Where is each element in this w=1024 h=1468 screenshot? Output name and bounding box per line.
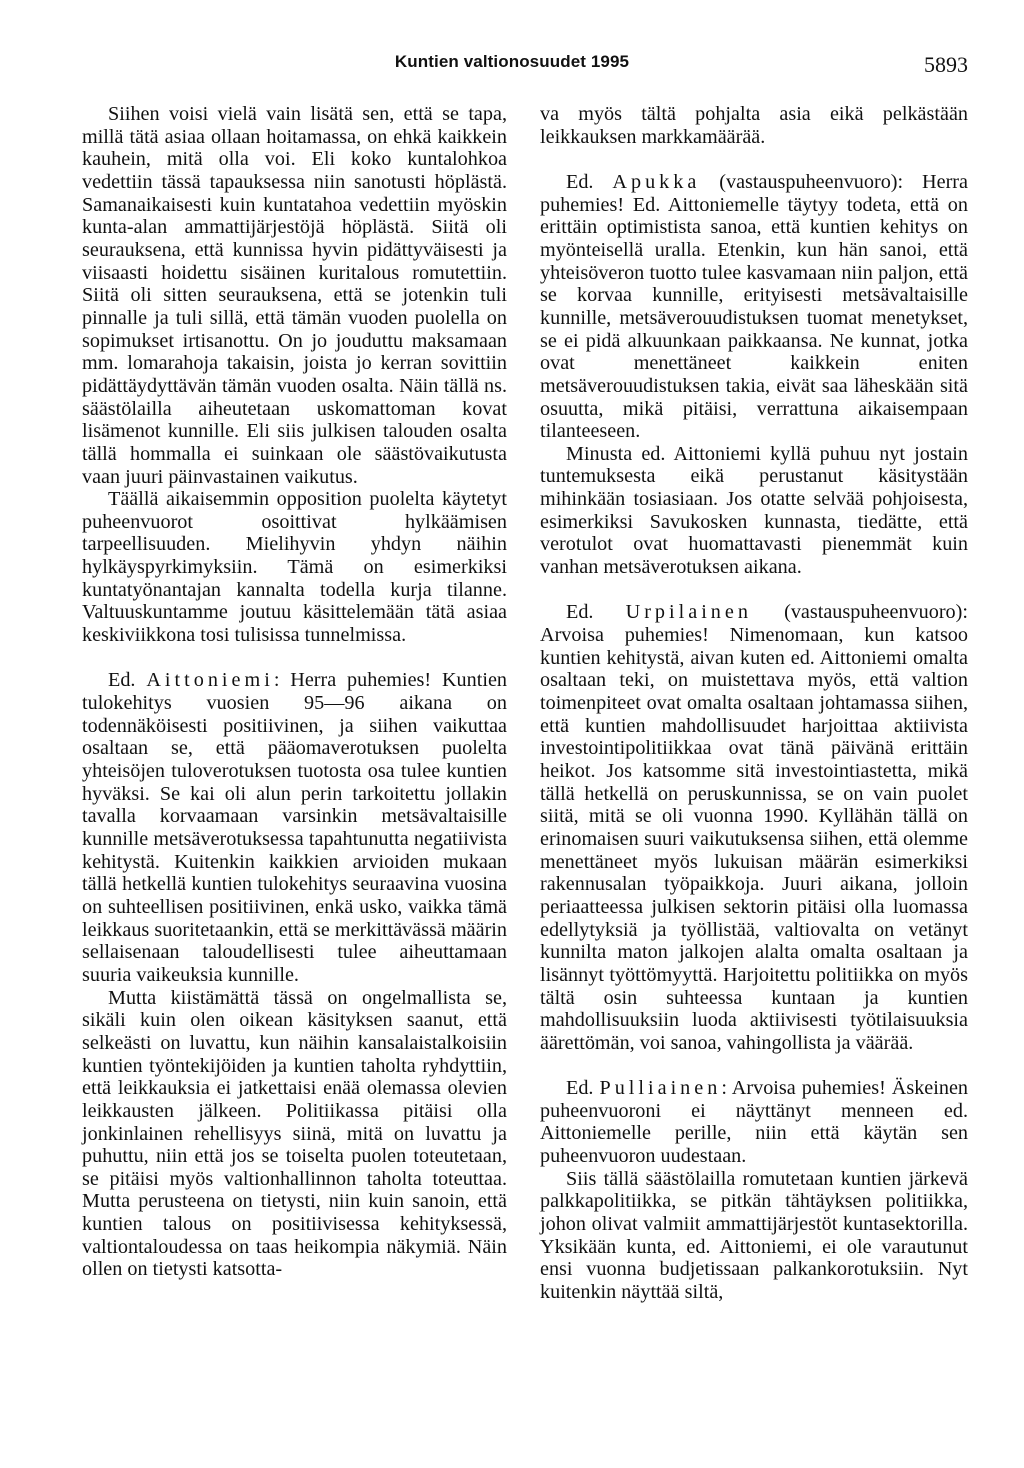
left-column — [82, 103, 507, 1281]
paragraph: Täällä aikaisemmin opposition puolelta käytetyt puheenvuorot osoittivat hylkäämisen tarpeellisuuden. Mielihyvin yhdyn näihin hylkäyspyrkimyksiin. Tämä on esimerkiksi kuntatyönantajan kannalta todella kurja tilanne. Valtuuskuntamme joutuu käsittelemään tätä asiaa keskiviikkona tosi tulisissa tunnelmissa. — [82, 488, 507, 647]
speech-text: (vastauspuheenvuoro): Arvoisa puhemies! Nimenomaan, kun katsoo kuntien kehitystä, aivan kuten ed. Aittoniemi omalta osaltaan teki, on muistettava myös, että valtion toimenpiteet ovat omalta osaltaan johtamassa siihen, että kuntien mahdollisuudet harjoittaa aktiivista investointipolitiikkaa ovat tänä päivänä erittäin heikot. Jos katsomme sitä investointiastetta, mikä tällä hetkellä on peruskunnissa, se on vain puolet siitä, mitä se oli vuonna 1990. Kyllähän tällä on erinomaisen suuri vaikutuksensa siihen, että olemme menettäneet myös lukuisan määrän esimerkiksi rakennusalan työpaikkoja. Juuri aikana, jolloin periaatteessa julkisen sektorin pitäisi olla luomassa edellytyksiä ja työllistää, valtiovalta on vetänyt kunnilta maton jalkojen alalta omalta osaltaan ja lisännyt työttömyyttä. Harjoitettu politiikka on myös tältä osin suhteessa kuntaan ja kuntien mahdollisuuksiin luoda aktiivisesti työtilaisuuksia äärettömän, voi sanoa, vahingollista ja väärää. — [540, 601, 968, 1054]
running-title: Kuntien valtionosuudet 1995 — [394, 52, 630, 71]
paragraph: Minusta ed. Aittoniemi kyllä puhuu nyt jostain tuntemuksesta eikä perustanut käsitystään mihinkään tosiasiaan. Jos otatte selvää pohjoisesta, esimerkiksi Savukosken kunnasta, tiedätte, että verotulot ovat huomattavasti pienemmät kuin vanhan metsäverotuksen aikana. — [540, 442, 968, 579]
page-header — [0, 52, 1024, 82]
speech-text: : Herra puhemies! Kuntien tulokehitys vuosien 95—96 aikana on todennäköisesti positiivinen, ja siihen vaikuttaa osaltaan se, että pääomaverotuksen puolelta yhteisöjen tuloverotuksen tuotosta osa tulee kuntien hyväksi. Se kai oli alun perin tarkoitettu jollakin tavalla korvaamaan varsinkin metsävaltaisille kunnille metsäverotuksessa tapahtunutta negatiivista kehitystä. Kuitenkin kaikkien arvioiden mukaan tällä hetkellä kuntien tulokehitys seuraavina vuosina on suhteellisen positiivinen, enkä usko, vaikka tämä leikkaus suoritetaankin, että se merkittävässä määrin sellaisenaan taloudellisesti tulee aiheuttamaan suuria vaikeuksia kunnille. — [82, 669, 508, 986]
right-column — [540, 103, 968, 1304]
speech-paragraph — [540, 601, 968, 1054]
speaker-name: Urpilainen — [625, 601, 752, 624]
speaker-name: Pulliainen — [599, 1077, 722, 1100]
speech-paragraph — [82, 669, 507, 986]
speech-paragraph — [540, 1077, 968, 1168]
speaker-prefix: Ed. — [566, 1077, 594, 1100]
speaker-prefix: Ed. — [566, 170, 594, 193]
speech-paragraph — [540, 171, 968, 443]
paragraph: Siihen voisi vielä vain lisätä sen, että se tapa, millä tätä asiaa ollaan hoitamassa, on ehkä kaikkein kauhein, mitä olla voi. Eli koko kuntalohkoa vedettiin tässä tapauksessa niin sanotusti höplästä. Samanaikaisesti kuin kuntatahoa vedettiin myöskin kunta-alan ammattijärjestöjä höplästä. Siitä oli seurauksena, että kunnissa hyvin pidättyväisesti ja viisaasti hoidettu sisäinen kuritalous romutettiin. Siitä oli sitten seurauksena, että se jotenkin tuli pinnalle ja tuli sillä, että tämän vuoden puolella on sopimukset irtisanottu. On jo jouduttu maksamaan mm. lomarahoja takaisin, joista jo kerran sovittiin pidättäydyttävän tämän vuoden osalta. Näin tällä ns. säästölailla aiheutetaan uskomattoman kovat lisämenot kunnille. Eli siis julkisen talouden osalta tällä hommalla ei suinkaan ole säästövaikutusta vaan juuri päinvastainen vaikutus. — [82, 103, 507, 488]
speech-text: (vastauspuheenvuoro): Herra puhemies! Ed. Aittoniemelle täytyy todeta, että on erittäin optimistista sanoa, että kuntien kehitys on myönteisellä uralla. Etenkin, kun hän sanoi, että yhteisöveron tuotto tulee kasvamaan niin paljon, että se korvaa kunnille, erityisesti metsävaltaisille kunnille, metsäverouudistuksen tuomat menetykset, se ei pidä alkuunkaan paikkaansa. Ne kunnat, jotka ovat menettäneet kaikkein eniten metsäverouudistuksen takia, eivät saa läheskään sitä osuutta, mikä pitäisi, verrattuna aikaisempaan tilanteeseen. — [540, 170, 968, 443]
paragraph: va myös tältä pohjalta asia eikä pelkästään leikkauksen markkamäärää. — [540, 103, 968, 148]
paragraph: Siis tällä säästölailla romutetaan kuntien järkevä palkkapolitiikka, se pitkän tähtäyksen politiikka, johon olivat valmiit ammattijärjestöt kuntasektorilla. Yksikään kunta, ed. Aittoniemi, ei ole varautunut ensi vuonna budjetissaan palkankorotuksiin. Nyt kuitenkin näyttää siltä, — [540, 1167, 968, 1304]
paragraph: Mutta kiistämättä tässä on ongelmallista se, sikäli kuin olen oikean käsityksen saanut, että selkeästi on luvattu, kun näihin kansalaistalkoisiin kuntien työntekijöiden ja kuntien taholta ryhdyttiin, että leikkauksia ei jatkettaisi enää olemassa olevien leikkausten jälkeen. Politiikassa pitäisi olla jonkinlainen rehellisyys siinä, mitä on luvattu ja puhuttu, niin että jos se toiselta puolen toteutetaan, se pitäisi myös valtionhallinnon taholta toteuttaa. Mutta perusteena on tietysti, niin kuin sanoin, että kuntien talous on positiivisessa kehityksessä, valtiontaloudessa on taas heikompia näkymiä. Näin ollen on tietysti katsotta- — [82, 986, 507, 1281]
speaker-prefix: Ed. — [566, 601, 594, 624]
speaker-name: Apukka — [612, 170, 701, 193]
speech-text: : Arvoisa puhemies! Äskeinen puheenvuoroni ei näyttänyt menneen ed. Aittoniemelle perille, niin että käytän sen puheenvuoron uudestaan. — [540, 1077, 969, 1168]
speaker-name: Aittoniemi — [146, 669, 274, 692]
page-number: 5893 — [924, 52, 968, 77]
speaker-prefix: Ed. — [108, 669, 136, 692]
